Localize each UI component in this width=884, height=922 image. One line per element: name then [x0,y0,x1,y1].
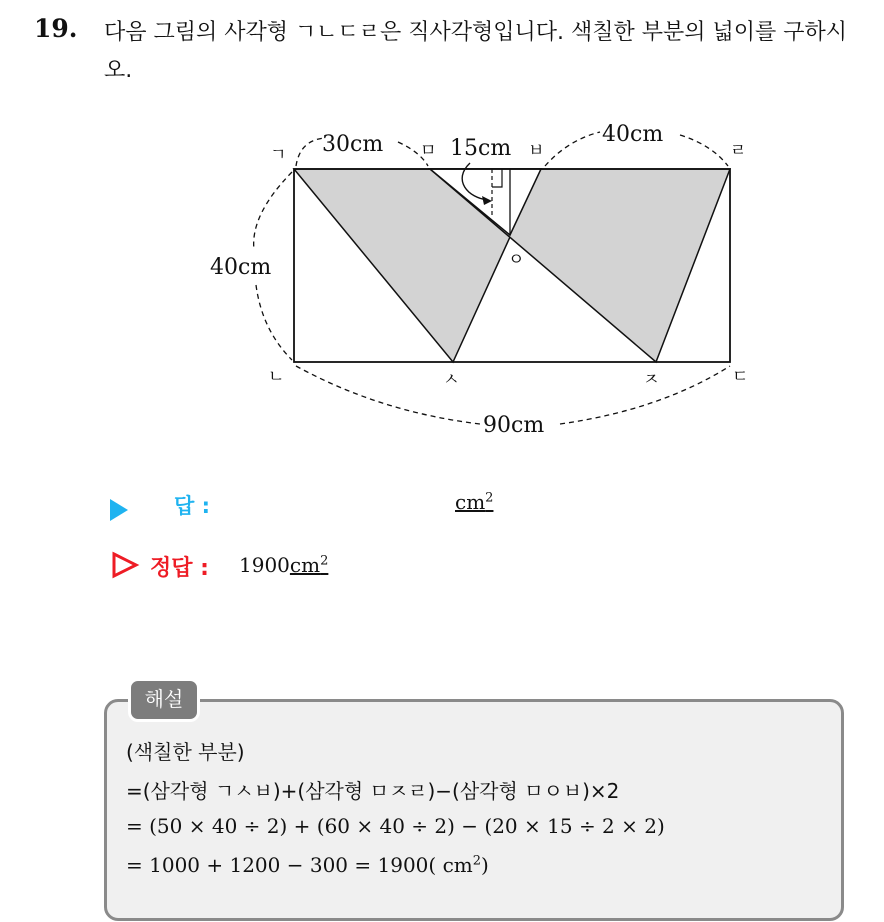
label-90cm: 90cm [483,413,545,438]
vertex-o: ㅇ [508,250,525,270]
question-text: 다음 그림의 사각형 ㄱㄴㄷㄹ은 직사각형입니다. 색칠한 부분의 넓이를 구하시오. [104,20,848,83]
correct-value: $1900cm^2$ [239,553,329,577]
vertex-d: ㄷ [732,367,749,387]
solution-tab: 해설 [128,678,200,722]
solution-line-1: (색칠한 부분) [126,740,245,764]
label-30cm: 30cm [322,132,384,157]
solution-box [104,699,844,921]
answer-arrow [110,490,128,530]
label-40cm-left: 40cm [210,255,272,280]
vertex-m: ㅁ [420,141,437,161]
dim-curve-40cm-left [254,172,292,250]
solution-line-4: = 1000 + 1200 − 300 = 1900( $cm^2$) [126,853,489,877]
question-number: 19. [34,14,78,43]
label-40cm-top: 40cm [602,122,664,147]
solution-line-3: = (50 × 40 ÷ 2) + (60 × 40 ÷ 2) − (20 × 15 ÷ 2 × 2) [126,814,665,838]
vertex-r: ㄹ [730,141,747,161]
vertex-j: ㅈ [643,370,660,390]
dim-curve-40cm-top-right [680,135,728,166]
vertex-s: ㅅ [443,370,460,390]
dim-curve-30cm [296,138,325,166]
correct-arrow-icon [110,550,140,580]
solution-line-2: =(삼각형 ㄱㅅㅂ)+(삼각형 ㅁㅈㄹ)−(삼각형 ㅁㅇㅂ)×2 [126,779,620,803]
dim-curve-40cm-top [545,132,600,166]
vertex-b: ㅂ [528,141,545,161]
answer-unit: $cm^2$ [455,490,494,514]
dim-curve-40cm-left-low [256,285,292,360]
vertex-n: ㄴ [268,367,285,387]
answer-label: 답 : [174,494,210,518]
label-15cm: 15cm [450,136,512,161]
correct-label: 정답 : [150,556,209,581]
vertex-g: ㄱ [270,145,287,165]
